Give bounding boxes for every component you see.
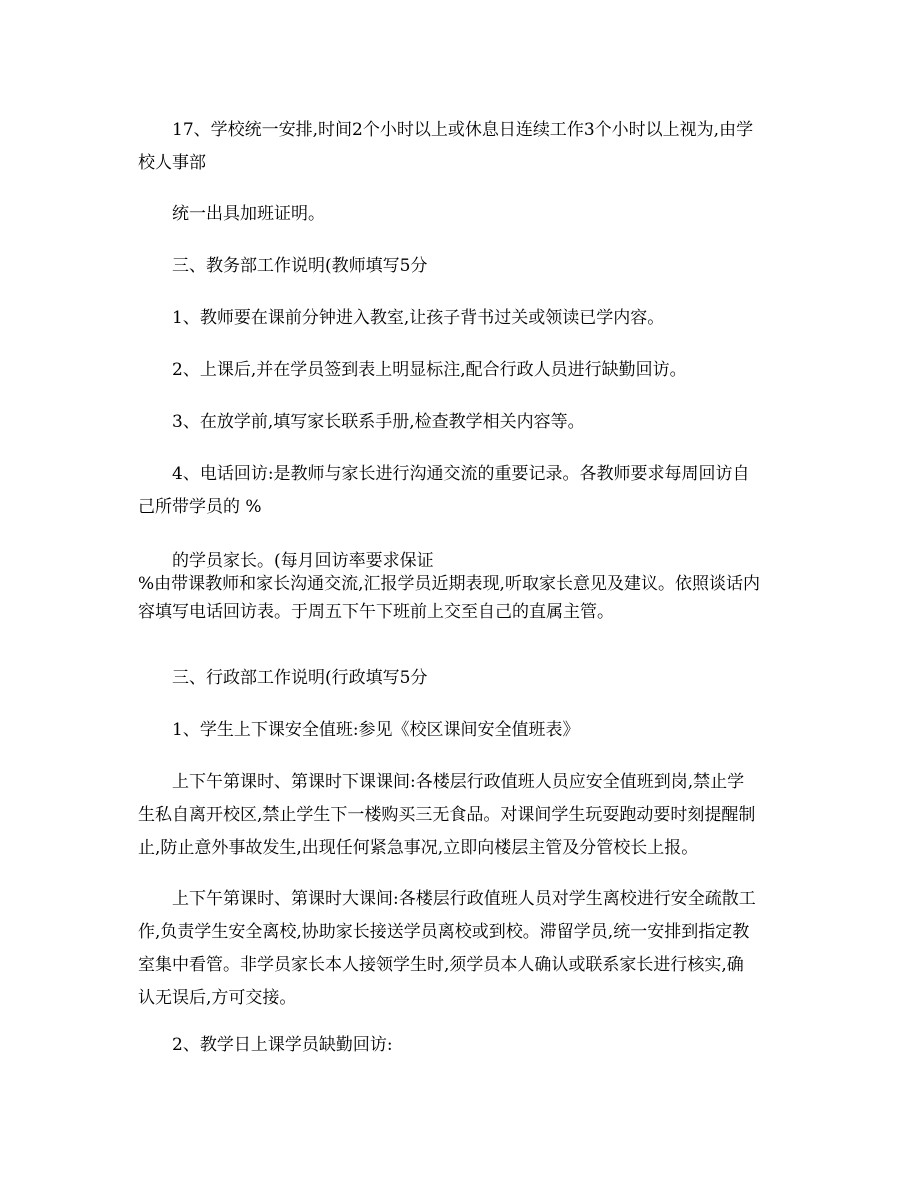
section-heading-teaching [138, 250, 778, 283]
text-line: 止,防止意外事故发生,出现任何紧急事况,立即向楼层主管及分管校长上报。 [138, 838, 699, 858]
text-line: 2、教学日上课学员缺勤回访: [172, 1035, 393, 1055]
text-line: 己所带学员的 % [138, 497, 262, 517]
list-item-teaching-1 [138, 302, 778, 335]
text-line: %由带课教师和家长沟通交流,汇报学员近期表现,听取家长意见及建议。依照谈话内 [138, 574, 760, 594]
text-line: 作,负责学生安全离校,协助家长接送学员离校或到校。滞留学员,统一安排到指定教 [138, 922, 750, 942]
paragraph-callback-rate [138, 545, 778, 629]
text-line: 4、电话回访:是教师与家长进行沟通交流的重要记录。各教师要求每周回访自 [172, 464, 750, 484]
text-line: 三、教务部工作说明(教师填写5分 [172, 256, 428, 276]
paragraph-class-break-duty [138, 766, 778, 865]
text-line: 认无误后,方可交接。 [138, 988, 297, 1008]
text-line: 统一出具加班证明。 [172, 204, 325, 224]
text-line: 的学员家长。(每月回访率要求保证 [172, 551, 434, 571]
text-line: 校人事部 [138, 153, 206, 173]
list-item-teaching-2 [138, 354, 778, 387]
text-line: 上下午第课时、第课时下课课间:各楼层行政值班人员应安全值班到岗,禁止学 [172, 772, 745, 792]
text-line: 1、教师要在课前分钟进入教室,让孩子背书过关或领读已学内容。 [172, 308, 665, 328]
list-item-teaching-3 [138, 406, 778, 439]
section-heading-admin [138, 662, 778, 695]
text-line: 1、学生上下课安全值班:参见《校区课间安全值班表》 [172, 720, 580, 740]
paragraph-overtime-certificate [138, 198, 778, 231]
list-item-teaching-4 [138, 458, 778, 524]
paragraph-dismissal-duty [138, 883, 778, 1015]
text-line: 上下午第课时、第课时大课间:各楼层行政值班人员对学生离校进行安全疏散工 [172, 889, 756, 909]
text-line: 室集中看管。非学员家长本人接领学生时,须学员本人确认或联系家长进行核实,确 [138, 955, 744, 975]
text-line: 三、行政部工作说明(行政填写5分 [172, 668, 428, 688]
text-line: 2、上课后,并在学员签到表上明显标注,配合行政人员进行缺勤回访。 [172, 360, 687, 380]
paragraph-overtime-rule [138, 114, 778, 180]
text-line: 生私自离开校区,禁止学生下一楼购买三无食品。对课间学生玩耍跑动要时刻提醒制 [138, 805, 756, 825]
text-line: 3、在放学前,填写家长联系手册,检查教学相关内容等。 [172, 412, 585, 432]
list-item-admin-1 [138, 714, 778, 747]
text-line: 容填写电话回访表。于周五下午下班前上交至自己的直属主管。 [138, 602, 614, 622]
text-line: 17、学校统一安排,时间2个小时以上或休息日连续工作3个小时以上视为,由学 [172, 120, 754, 140]
list-item-admin-2 [138, 1029, 778, 1062]
